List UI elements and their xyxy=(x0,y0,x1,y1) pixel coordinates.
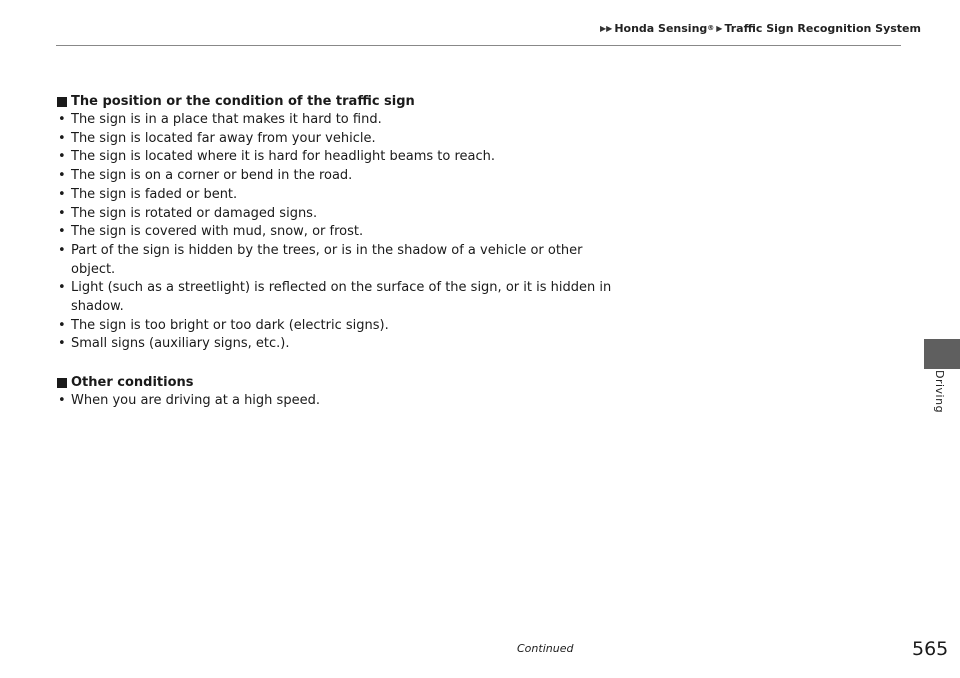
square-bullet-icon xyxy=(57,378,67,388)
list-item: • The sign is on a corner or bend in the road. xyxy=(57,167,617,186)
list-item: • Part of the sign is hidden by the trees, or is in the shadow of a vehicle or other object. xyxy=(57,242,617,279)
section-title-text: The position or the condition of the traffic sign xyxy=(71,94,415,109)
list-item: • Small signs (auxiliary signs, etc.). xyxy=(57,335,617,354)
chapter-label: Driving xyxy=(933,370,946,414)
square-bullet-icon xyxy=(57,97,67,107)
breadcrumb-item-traffic-sign: Traffic Sign Recognition System xyxy=(724,21,921,35)
section-title-text: Other conditions xyxy=(71,375,194,391)
page-number: 565 xyxy=(912,638,949,660)
list-item: • Light (such as a streetlight) is reflected on the surface of the sign, or it is hidden in shadow. xyxy=(57,279,617,316)
list-item: • The sign is located where it is hard for headlight beams to reach. xyxy=(57,148,617,167)
continued-label: Continued xyxy=(517,642,574,655)
breadcrumb xyxy=(600,20,921,36)
breadcrumb-item-honda-sensing: Honda Sensing xyxy=(614,21,708,35)
list-item: • The sign is located far away from your vehicle. xyxy=(57,130,617,149)
list-item: • The sign is faded or bent. xyxy=(57,186,617,205)
header-divider xyxy=(56,45,901,46)
main-content xyxy=(57,93,617,411)
condition-list xyxy=(57,111,617,354)
condition-list xyxy=(57,392,617,411)
list-item: • The sign is covered with mud, snow, or frost. xyxy=(57,223,617,242)
list-item: • The sign is too bright or too dark (electric signs). xyxy=(57,317,617,336)
arrow-right-icon: ▶ xyxy=(716,23,723,33)
registered-mark: ® xyxy=(707,24,715,32)
chapter-tab xyxy=(924,339,960,369)
arrow-right-icon: ▶▶ xyxy=(600,23,613,33)
list-item: • The sign is in a place that makes it hard to find. xyxy=(57,111,617,130)
section-title xyxy=(57,374,617,392)
list-item: • When you are driving at a high speed. xyxy=(57,392,617,411)
list-item: • The sign is rotated or damaged signs. xyxy=(57,205,617,224)
section-title xyxy=(57,93,617,111)
